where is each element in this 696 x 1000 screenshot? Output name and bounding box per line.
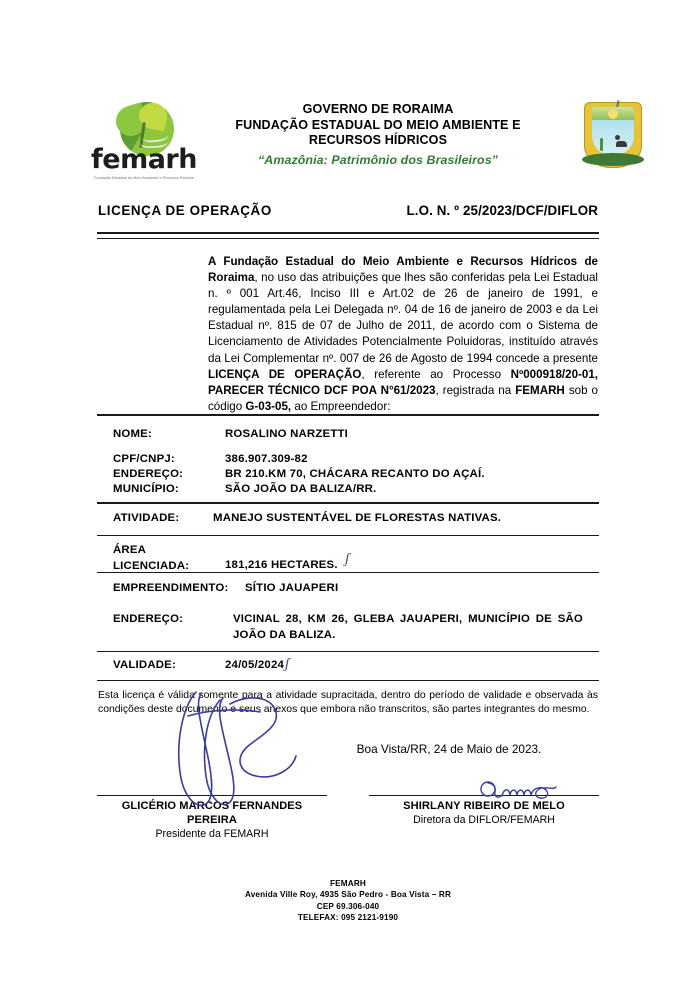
- femarh-logo-subtitle: Fundação Estadual do Meio Ambiente e Recursos Hídricos: [94, 176, 194, 180]
- field-municipio: [113, 482, 593, 498]
- validity-notice: Esta licença é válida somente para a atividade supracitada, dentro do período de validade e observada às condições deste documento e seus anexos que embora não transcritos, são partes integrantes do mesmo.: [98, 690, 598, 715]
- license-title-row: [98, 203, 598, 218]
- field-nome: [113, 427, 593, 443]
- preamble-paragraph: [208, 254, 598, 415]
- coat-of-arms-icon: [584, 102, 642, 168]
- signature-rule-director: [369, 795, 599, 796]
- field-validade-label: VALIDADE:: [113, 659, 176, 671]
- field-empreendimento-value: SÍTIO JAUAPERI: [245, 582, 339, 594]
- field-area-label-line-1: ÁREA: [113, 544, 147, 556]
- footer-address: Avenida Ville Roy, 4935 São Pedro - Boa Vista – RR: [244, 890, 452, 900]
- header-title-line-1: GOVERNO DE RORAIMA: [302, 102, 454, 116]
- preamble-seg-8: sob o código: [208, 383, 598, 413]
- signature-role-president: Presidente da FEMARH: [155, 828, 269, 840]
- footer-cep: CEP 69.306-040: [316, 901, 380, 911]
- footer-org: FEMARH: [330, 879, 366, 888]
- femarh-logo: [80, 102, 208, 181]
- field-municipio-value: SÃO JOÃO DA BALIZA/RR.: [225, 483, 377, 495]
- license-number: L.O. N. º 25/2023/DCF/DIFLOR: [406, 203, 598, 218]
- preamble-seg-7: FEMARH: [515, 383, 565, 397]
- header-title-line-2: FUNDAÇÃO ESTADUAL DO MEIO AMBIENTE E: [235, 117, 521, 132]
- field-area-licenciada-label: [113, 543, 225, 574]
- field-endereco-empreendimento-value: VICINAL 28, KM 26, GLEBA JAUAPERI, MUNICÍPIO DE SÃO JOÃO DA BALIZA.: [233, 613, 583, 641]
- field-nome-value: ROSALINO NARZETTI: [225, 428, 348, 440]
- divider-above-empreendimento: [97, 572, 599, 573]
- signature-name-president: GLICÉRIO MARCOS FERNANDES PEREIRA: [121, 800, 303, 826]
- document-header: [0, 100, 696, 192]
- signature-blocks: [97, 795, 599, 841]
- field-cpf-cnpj-value: 386.907.309-82: [225, 453, 308, 465]
- field-endereco-empreendimento: [113, 612, 596, 643]
- signature-role-director: Diretora da DIFLOR/FEMARH: [413, 814, 555, 826]
- handwritten-initial-area: ʃ: [345, 551, 349, 567]
- divider-above-validade: [97, 651, 599, 652]
- field-municipio-label: MUNICÍPIO:: [113, 483, 179, 495]
- field-atividade: [113, 511, 593, 527]
- place-and-date: Boa Vista/RR, 24 de Maio de 2023.: [356, 742, 542, 756]
- header-titles: [208, 100, 548, 167]
- preamble-seg-4: , referente ao Processo: [361, 367, 511, 381]
- divider-above-notice: [97, 680, 599, 681]
- divider-above-atividade: [97, 502, 599, 504]
- preamble-seg-10: ao Empreendedor:: [291, 399, 391, 413]
- field-endereco: [113, 467, 593, 483]
- field-atividade-value: MANEJO SUSTENTÁVEL DE FLORESTAS NATIVAS.: [213, 512, 502, 524]
- roraima-crest: [548, 100, 678, 168]
- field-endereco-label: ENDEREÇO:: [113, 468, 184, 480]
- header-motto: “Amazônia: Patrimônio dos Brasileiros”: [258, 152, 498, 167]
- preamble-seg-9: G-03-05,: [245, 399, 292, 413]
- field-validade-value: 24/05/2024: [225, 659, 285, 671]
- handwritten-initial-validade: ʃ: [285, 656, 289, 672]
- signature-block-president: [97, 795, 327, 841]
- field-validade: [113, 658, 593, 674]
- footer-telefax: TELEFAX: 095 2121-9190: [297, 913, 399, 923]
- field-empreendimento: [113, 581, 593, 597]
- femarh-wordmark: femarh: [91, 144, 197, 175]
- signature-name-director: SHIRLANY RIBEIRO DE MELO: [403, 800, 565, 812]
- document-footer: [0, 878, 696, 924]
- signature-rule-president: [97, 795, 327, 796]
- divider-above-area: [97, 535, 599, 536]
- field-cpf-cnpj-label: CPF/CNPJ:: [113, 453, 175, 465]
- preamble-seg-1: A Fundação Estadual do Meio Ambiente e Recursos Hídricos de Roraima: [208, 255, 598, 285]
- field-area-label-line-2: LICENCIADA:: [113, 559, 190, 572]
- header-title-line-3: RECURSOS HÍDRICOS: [308, 133, 448, 147]
- field-nome-label: NOME:: [113, 428, 152, 440]
- preamble-seg-6: , registrada na: [435, 383, 516, 397]
- field-empreendimento-label: EMPREENDIMENTO:: [113, 582, 229, 594]
- preamble-seg-3: LICENÇA DE OPERAÇÃO: [208, 367, 362, 381]
- divider-above-nome: [97, 414, 599, 416]
- field-endereco-empreendimento-label: ENDEREÇO:: [113, 613, 184, 625]
- license-kind-title: LICENÇA DE OPERAÇÃO: [98, 203, 272, 218]
- signature-block-director: [369, 795, 599, 841]
- field-atividade-label: ATIVIDADE:: [113, 512, 180, 524]
- field-area-licenciada-value: 181,216 HECTARES.: [225, 559, 338, 571]
- preamble-seg-2: , no uso das atribuições que lhes são conferidas pela Lei Estadual n. º 001 Art.46, Inciso III e Art.02 de 26 de janeiro de 1991, e regulamentada pela Lei Delegada nº. 04 de 16 de janeiro de 2003 e da Lei Estadual nº. 815 de 07 de Julho de 2011, de acordo com o Sistema de Licenciamento de Atividades Potencialmente Poluidoras, instituído através da Lei Complementar nº. 007 de 26 de Agosto de 1994 concede a presente: [208, 271, 598, 365]
- field-endereco-value: BR 210.KM 70, CHÁCARA RECANTO DO AÇAÍ.: [225, 468, 485, 480]
- field-area-licenciada: [113, 543, 593, 574]
- divider-double-top: [97, 232, 599, 239]
- field-cpf-cnpj: [113, 452, 593, 468]
- preamble-seg-5: Nº000918/20-01, PARECER TÉCNICO DCF POA N°61/2023: [208, 367, 599, 397]
